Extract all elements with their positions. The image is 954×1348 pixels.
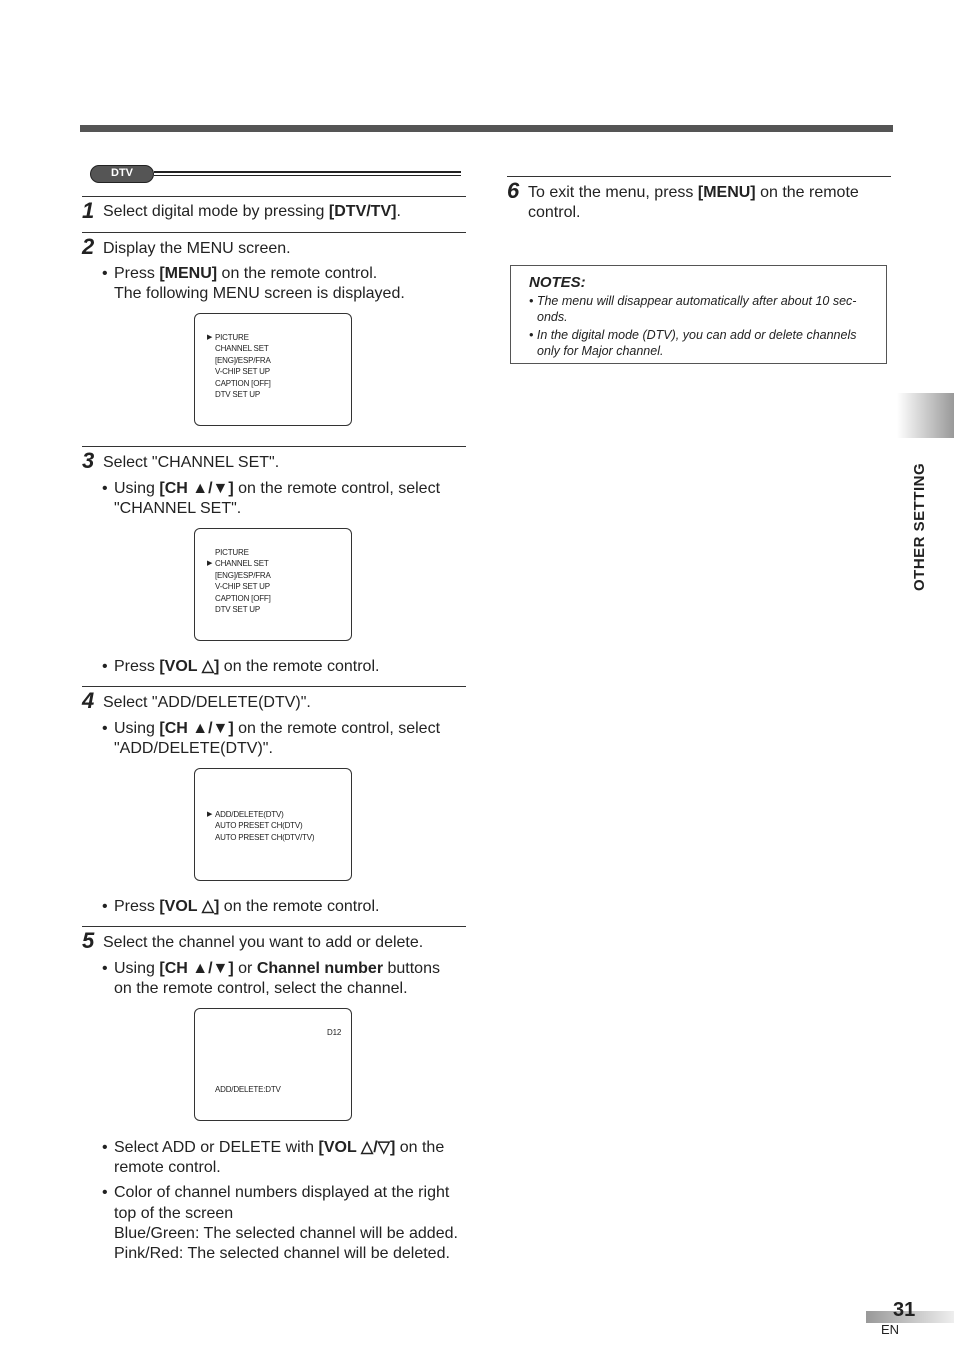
note-1-cont: onds. <box>537 310 568 324</box>
step-1-text: Select digital mode by pressing [DTV/TV]. <box>103 203 401 220</box>
step-divider <box>82 446 466 447</box>
menu-item: CHANNEL SET <box>215 559 269 568</box>
step-5-bullet-2: • Select ADD or DELETE with [VOL △/▽] on the <box>102 1139 445 1156</box>
step-2-bullet-1-cont: The following MENU screen is displayed. <box>114 285 405 302</box>
note-2-cont: only for Major channel. <box>537 344 664 358</box>
menu-item: ADD/DELETE(DTV) <box>215 810 284 819</box>
step-5-text: Select the channel you want to add or delete. <box>103 934 424 951</box>
step-2-text: Display the MENU screen. <box>103 240 291 257</box>
note-1: • The menu will disappear automatically after about 10 sec- <box>529 294 857 308</box>
step-5-bullet-3-cont: Blue/Green: The selected channel will be added. <box>114 1225 458 1242</box>
step-5-bullet-3: • Color of channel numbers displayed at the right <box>102 1184 450 1201</box>
step-4-bullet-1: • Using [CH ▲/▼] on the remote control, select <box>102 720 441 737</box>
step-6-text-cont: control. <box>528 204 581 221</box>
step-4-bullet-2: • Press [VOL △] on the remote control. <box>102 898 380 915</box>
menu-item: AUTO PRESET CH(DTV/TV) <box>215 833 315 842</box>
menu-item: [ENG]/ESP/FRA <box>215 571 271 580</box>
note-2: • In the digital mode (DTV), you can add or delete channels <box>529 328 857 342</box>
step-divider <box>82 686 466 687</box>
step-5-bullet-3-cont: top of the screen <box>114 1205 234 1222</box>
top-rule <box>80 125 893 132</box>
page-number: 31 <box>893 1299 916 1321</box>
menu-item: DTV SET UP <box>215 605 260 614</box>
cursor-icon: ▶ <box>207 560 213 567</box>
step-3-bullet-1-cont: "CHANNEL SET". <box>114 500 242 517</box>
step-5-bullet-1-cont: on the remote control, select the channel. <box>114 980 408 997</box>
step-3-text: Select "CHANNEL SET". <box>103 454 280 471</box>
side-tab-marker <box>897 393 954 438</box>
menu-item: V-CHIP SET UP <box>215 582 270 591</box>
menu-item: PICTURE <box>215 333 249 342</box>
step-6-text: To exit the menu, press [MENU] on the remote <box>528 184 859 201</box>
menu-screen-3 <box>194 768 352 881</box>
menu-screen-1 <box>194 313 352 426</box>
side-tab-label: OTHER SETTING <box>911 462 928 591</box>
channel-number: D12 <box>327 1028 342 1037</box>
step-3-number: 3 <box>82 448 95 473</box>
cursor-icon: ▶ <box>207 334 213 341</box>
dtv-badge: DTV <box>90 165 154 183</box>
step-4-bullet-1-cont: "ADD/DELETE(DTV)". <box>114 740 273 757</box>
menu-item: CAPTION [OFF] <box>215 594 271 603</box>
add-delete-label: ADD/DELETE:DTV <box>215 1085 281 1094</box>
menu-item: V-CHIP SET UP <box>215 367 270 376</box>
step-1-number: 1 <box>82 198 95 223</box>
notes-box <box>510 265 887 364</box>
step-divider <box>82 926 466 927</box>
menu-item: [ENG]/ESP/FRA <box>215 356 271 365</box>
menu-item: CAPTION [OFF] <box>215 379 271 388</box>
channel-screen <box>194 1008 352 1121</box>
step-2-bullet-1: • Press [MENU] on the remote control. <box>102 265 378 282</box>
menu-item: DTV SET UP <box>215 390 260 399</box>
dtv-rule <box>154 171 461 173</box>
step-5-bullet-2-cont: remote control. <box>114 1159 221 1176</box>
menu-item: AUTO PRESET CH(DTV) <box>215 821 303 830</box>
notes-title: NOTES: <box>529 274 586 291</box>
step-5-bullet-3-cont: Pink/Red: The selected channel will be deleted. <box>114 1245 450 1262</box>
menu-screen-2 <box>194 528 352 641</box>
menu-item: PICTURE <box>215 548 249 557</box>
cursor-icon: ▶ <box>207 811 213 818</box>
step-5-number: 5 <box>82 928 95 953</box>
step-4-text: Select "ADD/DELETE(DTV)". <box>103 694 311 711</box>
step-6-number: 6 <box>507 178 520 203</box>
language-code: EN <box>881 1322 900 1337</box>
menu-item: CHANNEL SET <box>215 344 269 353</box>
step-divider <box>82 232 466 233</box>
dtv-rule-thin <box>154 175 461 176</box>
step-2-number: 2 <box>82 234 95 259</box>
step-5-bullet-1: • Using [CH ▲/▼] or Channel number buttons <box>102 960 440 977</box>
step-divider <box>82 196 466 197</box>
step-3-bullet-1: • Using [CH ▲/▼] on the remote control, select <box>102 480 441 497</box>
step-3-bullet-2: • Press [VOL △] on the remote control. <box>102 658 380 675</box>
step-divider <box>507 176 891 177</box>
step-4-number: 4 <box>82 688 95 713</box>
